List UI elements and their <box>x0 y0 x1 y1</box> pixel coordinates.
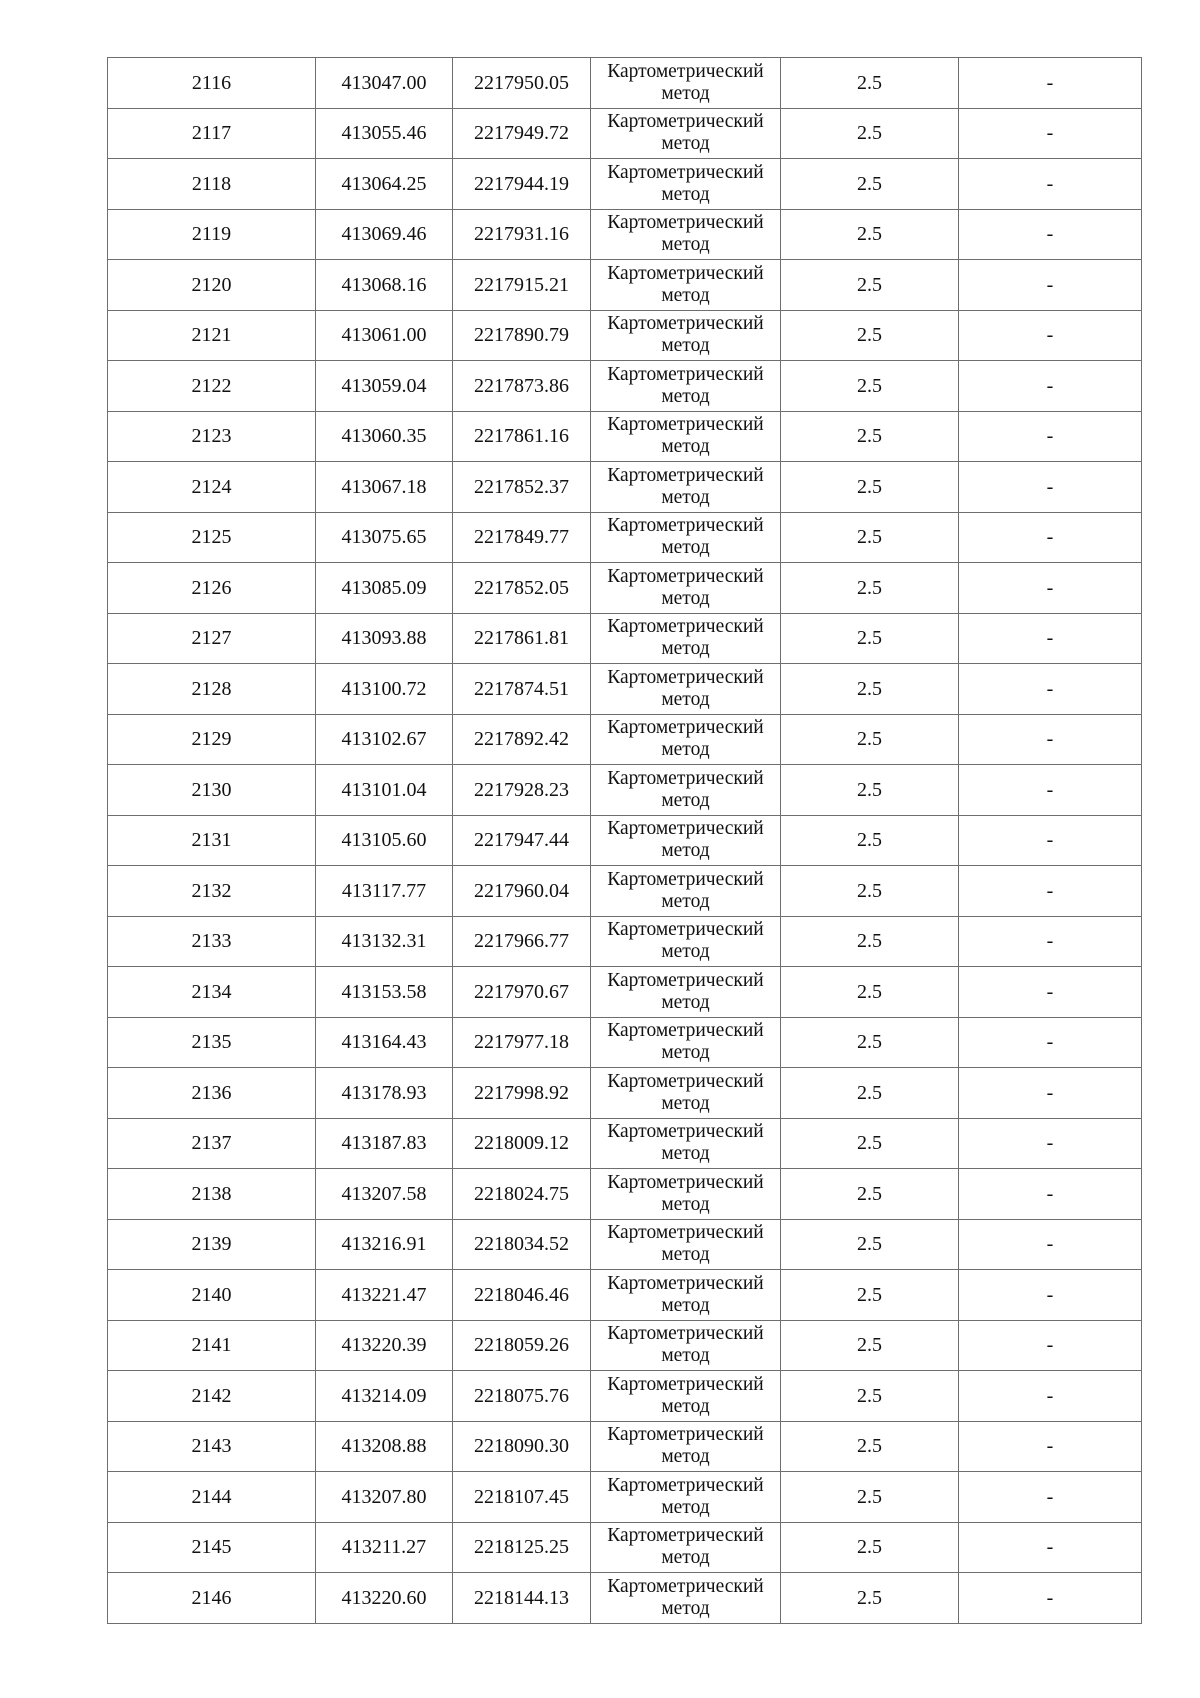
method-cell <box>591 1068 781 1119</box>
y-coordinate-cell: 2218090.30 <box>453 1421 591 1472</box>
table-row <box>108 1118 1142 1169</box>
note-cell: - <box>959 714 1142 765</box>
note-cell: - <box>959 563 1142 614</box>
x-coordinate-cell: 413101.04 <box>316 765 453 816</box>
method-text-line1: Картометрический <box>607 111 764 133</box>
note-cell: - <box>959 361 1142 412</box>
method-cell <box>591 1169 781 1220</box>
note-cell: - <box>959 159 1142 210</box>
note-cell: - <box>959 411 1142 462</box>
table-row <box>108 1068 1142 1119</box>
y-coordinate-cell: 2218009.12 <box>453 1118 591 1169</box>
method-text-line1: Картометрический <box>607 818 764 840</box>
x-coordinate-cell: 413068.16 <box>316 260 453 311</box>
accuracy-cell: 2.5 <box>781 58 959 109</box>
method-cell <box>591 411 781 462</box>
method-text-line1: Картометрический <box>607 717 764 739</box>
table-row <box>108 664 1142 715</box>
accuracy-cell: 2.5 <box>781 361 959 412</box>
method-cell <box>591 512 781 563</box>
table-row <box>108 1270 1142 1321</box>
point-number-cell: 2120 <box>108 260 316 311</box>
point-number-cell: 2132 <box>108 866 316 917</box>
note-cell: - <box>959 1421 1142 1472</box>
table-row <box>108 765 1142 816</box>
accuracy-cell: 2.5 <box>781 613 959 664</box>
method-text-line2: метод <box>661 1042 710 1064</box>
method-text-line1: Картометрический <box>607 1070 764 1092</box>
x-coordinate-cell: 413075.65 <box>316 512 453 563</box>
point-number-cell: 2129 <box>108 714 316 765</box>
table-row <box>108 714 1142 765</box>
table-row <box>108 967 1142 1018</box>
method-cell <box>591 815 781 866</box>
method-cell <box>591 916 781 967</box>
note-cell: - <box>959 765 1142 816</box>
method-text-line1: Картометрический <box>607 616 764 638</box>
note-cell: - <box>959 58 1142 109</box>
method-cell <box>591 1573 781 1624</box>
table-row <box>108 563 1142 614</box>
x-coordinate-cell: 413187.83 <box>316 1118 453 1169</box>
y-coordinate-cell: 2217970.67 <box>453 967 591 1018</box>
coordinates-table <box>107 57 1142 1624</box>
method-cell <box>591 613 781 664</box>
note-cell: - <box>959 815 1142 866</box>
table-row <box>108 1371 1142 1422</box>
x-coordinate-cell: 413064.25 <box>316 159 453 210</box>
method-text-line1: Картометрический <box>607 464 764 486</box>
table-row <box>108 209 1142 260</box>
method-text-line2: метод <box>661 1244 710 1266</box>
accuracy-cell: 2.5 <box>781 1472 959 1523</box>
x-coordinate-cell: 413102.67 <box>316 714 453 765</box>
x-coordinate-cell: 413047.00 <box>316 58 453 109</box>
note-cell: - <box>959 1118 1142 1169</box>
y-coordinate-cell: 2217944.19 <box>453 159 591 210</box>
method-text-line1: Картометрический <box>607 919 764 941</box>
table-row <box>108 159 1142 210</box>
table-row <box>108 1522 1142 1573</box>
method-text-line1: Картометрический <box>607 1474 764 1496</box>
accuracy-cell: 2.5 <box>781 108 959 159</box>
note-cell: - <box>959 1068 1142 1119</box>
table-row <box>108 512 1142 563</box>
method-text-line2: метод <box>661 385 710 407</box>
accuracy-cell: 2.5 <box>781 967 959 1018</box>
y-coordinate-cell: 2217977.18 <box>453 1017 591 1068</box>
method-text-line2: метод <box>661 1294 710 1316</box>
note-cell: - <box>959 1371 1142 1422</box>
method-text-line1: Картометрический <box>607 262 764 284</box>
point-number-cell: 2127 <box>108 613 316 664</box>
method-text-line1: Картометрический <box>607 1525 764 1547</box>
y-coordinate-cell: 2217873.86 <box>453 361 591 412</box>
y-coordinate-cell: 2217928.23 <box>453 765 591 816</box>
accuracy-cell: 2.5 <box>781 310 959 361</box>
method-text-line2: метод <box>661 941 710 963</box>
method-text-line1: Картометрический <box>607 515 764 537</box>
point-number-cell: 2125 <box>108 512 316 563</box>
method-cell <box>591 866 781 917</box>
accuracy-cell: 2.5 <box>781 260 959 311</box>
point-number-cell: 2145 <box>108 1522 316 1573</box>
x-coordinate-cell: 413093.88 <box>316 613 453 664</box>
method-text-line1: Картометрический <box>607 363 764 385</box>
x-coordinate-cell: 413164.43 <box>316 1017 453 1068</box>
y-coordinate-cell: 2217966.77 <box>453 916 591 967</box>
method-text-line1: Картометрический <box>607 161 764 183</box>
method-text-line2: метод <box>661 991 710 1013</box>
y-coordinate-cell: 2217998.92 <box>453 1068 591 1119</box>
note-cell: - <box>959 462 1142 513</box>
accuracy-cell: 2.5 <box>781 1169 959 1220</box>
method-cell <box>591 361 781 412</box>
y-coordinate-cell: 2217852.05 <box>453 563 591 614</box>
note-cell: - <box>959 967 1142 1018</box>
x-coordinate-cell: 413105.60 <box>316 815 453 866</box>
method-text-line1: Картометрический <box>607 1575 764 1597</box>
y-coordinate-cell: 2217960.04 <box>453 866 591 917</box>
table-row <box>108 411 1142 462</box>
point-number-cell: 2140 <box>108 1270 316 1321</box>
method-text-line2: метод <box>661 234 710 256</box>
method-text-line1: Картометрический <box>607 212 764 234</box>
method-text-line2: метод <box>661 840 710 862</box>
x-coordinate-cell: 413220.60 <box>316 1573 453 1624</box>
table-row <box>108 310 1142 361</box>
point-number-cell: 2121 <box>108 310 316 361</box>
method-text-line1: Картометрический <box>607 60 764 82</box>
point-number-cell: 2119 <box>108 209 316 260</box>
point-number-cell: 2142 <box>108 1371 316 1422</box>
method-cell <box>591 260 781 311</box>
accuracy-cell: 2.5 <box>781 866 959 917</box>
y-coordinate-cell: 2217874.51 <box>453 664 591 715</box>
method-text-line1: Картометрический <box>607 868 764 890</box>
method-cell <box>591 563 781 614</box>
method-text-line2: метод <box>661 284 710 306</box>
method-cell <box>591 159 781 210</box>
x-coordinate-cell: 413132.31 <box>316 916 453 967</box>
note-cell: - <box>959 260 1142 311</box>
method-text-line2: метод <box>661 486 710 508</box>
table-row <box>108 1219 1142 1270</box>
table-row <box>108 1169 1142 1220</box>
accuracy-cell: 2.5 <box>781 1270 959 1321</box>
table-row <box>108 1472 1142 1523</box>
point-number-cell: 2126 <box>108 563 316 614</box>
y-coordinate-cell: 2218059.26 <box>453 1320 591 1371</box>
method-text-line1: Картометрический <box>607 767 764 789</box>
point-number-cell: 2122 <box>108 361 316 412</box>
method-text-line2: метод <box>661 537 710 559</box>
method-cell <box>591 1371 781 1422</box>
table-body <box>108 58 1142 1624</box>
method-cell <box>591 1118 781 1169</box>
method-text-line1: Картометрический <box>607 1171 764 1193</box>
method-text-line1: Картометрический <box>607 1323 764 1345</box>
point-number-cell: 2146 <box>108 1573 316 1624</box>
y-coordinate-cell: 2217849.77 <box>453 512 591 563</box>
method-cell <box>591 310 781 361</box>
accuracy-cell: 2.5 <box>781 1320 959 1371</box>
method-cell <box>591 1472 781 1523</box>
method-text-line2: метод <box>661 183 710 205</box>
table-row <box>108 108 1142 159</box>
accuracy-cell: 2.5 <box>781 916 959 967</box>
y-coordinate-cell: 2217949.72 <box>453 108 591 159</box>
y-coordinate-cell: 2218046.46 <box>453 1270 591 1321</box>
point-number-cell: 2124 <box>108 462 316 513</box>
method-text-line1: Картометрический <box>607 1373 764 1395</box>
method-cell <box>591 1522 781 1573</box>
accuracy-cell: 2.5 <box>781 563 959 614</box>
table-row <box>108 361 1142 412</box>
y-coordinate-cell: 2218075.76 <box>453 1371 591 1422</box>
y-coordinate-cell: 2217947.44 <box>453 815 591 866</box>
note-cell: - <box>959 613 1142 664</box>
x-coordinate-cell: 413067.18 <box>316 462 453 513</box>
accuracy-cell: 2.5 <box>781 714 959 765</box>
y-coordinate-cell: 2217950.05 <box>453 58 591 109</box>
point-number-cell: 2134 <box>108 967 316 1018</box>
accuracy-cell: 2.5 <box>781 159 959 210</box>
y-coordinate-cell: 2217931.16 <box>453 209 591 260</box>
method-text-line2: метод <box>661 1395 710 1417</box>
x-coordinate-cell: 413220.39 <box>316 1320 453 1371</box>
note-cell: - <box>959 1522 1142 1573</box>
method-text-line1: Картометрический <box>607 1222 764 1244</box>
note-cell: - <box>959 664 1142 715</box>
y-coordinate-cell: 2217861.16 <box>453 411 591 462</box>
method-cell <box>591 1421 781 1472</box>
x-coordinate-cell: 413117.77 <box>316 866 453 917</box>
method-text-line1: Картометрический <box>607 969 764 991</box>
x-coordinate-cell: 413069.46 <box>316 209 453 260</box>
method-cell <box>591 462 781 513</box>
point-number-cell: 2144 <box>108 1472 316 1523</box>
method-text-line2: метод <box>661 436 710 458</box>
point-number-cell: 2138 <box>108 1169 316 1220</box>
method-cell <box>591 967 781 1018</box>
accuracy-cell: 2.5 <box>781 1371 959 1422</box>
method-text-line2: метод <box>661 1345 710 1367</box>
note-cell: - <box>959 209 1142 260</box>
x-coordinate-cell: 413207.58 <box>316 1169 453 1220</box>
point-number-cell: 2116 <box>108 58 316 109</box>
method-text-line2: метод <box>661 82 710 104</box>
note-cell: - <box>959 1573 1142 1624</box>
method-cell <box>591 1270 781 1321</box>
x-coordinate-cell: 413153.58 <box>316 967 453 1018</box>
y-coordinate-cell: 2217892.42 <box>453 714 591 765</box>
y-coordinate-cell: 2218024.75 <box>453 1169 591 1220</box>
table-row <box>108 815 1142 866</box>
note-cell: - <box>959 1219 1142 1270</box>
note-cell: - <box>959 108 1142 159</box>
method-cell <box>591 209 781 260</box>
note-cell: - <box>959 310 1142 361</box>
accuracy-cell: 2.5 <box>781 1421 959 1472</box>
table-row <box>108 1320 1142 1371</box>
point-number-cell: 2130 <box>108 765 316 816</box>
method-text-line2: метод <box>661 890 710 912</box>
y-coordinate-cell: 2218034.52 <box>453 1219 591 1270</box>
method-text-line2: метод <box>661 335 710 357</box>
point-number-cell: 2128 <box>108 664 316 715</box>
y-coordinate-cell: 2218107.45 <box>453 1472 591 1523</box>
table-row <box>108 866 1142 917</box>
y-coordinate-cell: 2218144.13 <box>453 1573 591 1624</box>
method-text-line1: Картометрический <box>607 1020 764 1042</box>
y-coordinate-cell: 2217852.37 <box>453 462 591 513</box>
method-cell <box>591 58 781 109</box>
table-row <box>108 1421 1142 1472</box>
table-row <box>108 58 1142 109</box>
note-cell: - <box>959 512 1142 563</box>
method-text-line2: метод <box>661 1193 710 1215</box>
x-coordinate-cell: 413100.72 <box>316 664 453 715</box>
method-text-line2: метод <box>661 1496 710 1518</box>
method-text-line2: метод <box>661 1092 710 1114</box>
table-row <box>108 462 1142 513</box>
method-text-line1: Картометрический <box>607 1272 764 1294</box>
accuracy-cell: 2.5 <box>781 815 959 866</box>
method-text-line1: Картометрический <box>607 565 764 587</box>
point-number-cell: 2139 <box>108 1219 316 1270</box>
accuracy-cell: 2.5 <box>781 411 959 462</box>
point-number-cell: 2118 <box>108 159 316 210</box>
method-text-line2: метод <box>661 739 710 761</box>
accuracy-cell: 2.5 <box>781 462 959 513</box>
point-number-cell: 2131 <box>108 815 316 866</box>
table-row <box>108 613 1142 664</box>
point-number-cell: 2143 <box>108 1421 316 1472</box>
y-coordinate-cell: 2217890.79 <box>453 310 591 361</box>
method-text-line2: метод <box>661 1597 710 1619</box>
method-text-line2: метод <box>661 1446 710 1468</box>
x-coordinate-cell: 413214.09 <box>316 1371 453 1422</box>
accuracy-cell: 2.5 <box>781 209 959 260</box>
accuracy-cell: 2.5 <box>781 1522 959 1573</box>
point-number-cell: 2133 <box>108 916 316 967</box>
method-text-line1: Картометрический <box>607 1424 764 1446</box>
point-number-cell: 2141 <box>108 1320 316 1371</box>
point-number-cell: 2136 <box>108 1068 316 1119</box>
x-coordinate-cell: 413061.00 <box>316 310 453 361</box>
point-number-cell: 2135 <box>108 1017 316 1068</box>
x-coordinate-cell: 413059.04 <box>316 361 453 412</box>
x-coordinate-cell: 413211.27 <box>316 1522 453 1573</box>
method-text-line1: Картометрический <box>607 313 764 335</box>
method-text-line2: метод <box>661 587 710 609</box>
y-coordinate-cell: 2217915.21 <box>453 260 591 311</box>
method-text-line2: метод <box>661 688 710 710</box>
point-number-cell: 2117 <box>108 108 316 159</box>
accuracy-cell: 2.5 <box>781 1219 959 1270</box>
note-cell: - <box>959 1169 1142 1220</box>
accuracy-cell: 2.5 <box>781 1118 959 1169</box>
method-text-line2: метод <box>661 789 710 811</box>
x-coordinate-cell: 413085.09 <box>316 563 453 614</box>
y-coordinate-cell: 2218125.25 <box>453 1522 591 1573</box>
note-cell: - <box>959 866 1142 917</box>
point-number-cell: 2137 <box>108 1118 316 1169</box>
note-cell: - <box>959 1270 1142 1321</box>
method-text-line2: метод <box>661 1547 710 1569</box>
x-coordinate-cell: 413221.47 <box>316 1270 453 1321</box>
table-row <box>108 260 1142 311</box>
point-number-cell: 2123 <box>108 411 316 462</box>
table-row <box>108 916 1142 967</box>
method-text-line1: Картометрический <box>607 666 764 688</box>
method-cell <box>591 1017 781 1068</box>
method-cell <box>591 1219 781 1270</box>
method-cell <box>591 664 781 715</box>
accuracy-cell: 2.5 <box>781 664 959 715</box>
method-cell <box>591 1320 781 1371</box>
method-text-line1: Картометрический <box>607 414 764 436</box>
accuracy-cell: 2.5 <box>781 512 959 563</box>
x-coordinate-cell: 413216.91 <box>316 1219 453 1270</box>
accuracy-cell: 2.5 <box>781 1573 959 1624</box>
accuracy-cell: 2.5 <box>781 765 959 816</box>
x-coordinate-cell: 413055.46 <box>316 108 453 159</box>
method-cell <box>591 714 781 765</box>
table-row <box>108 1573 1142 1624</box>
note-cell: - <box>959 1017 1142 1068</box>
note-cell: - <box>959 916 1142 967</box>
table-row <box>108 1017 1142 1068</box>
note-cell: - <box>959 1320 1142 1371</box>
method-text-line2: метод <box>661 133 710 155</box>
note-cell: - <box>959 1472 1142 1523</box>
method-text-line2: метод <box>661 638 710 660</box>
x-coordinate-cell: 413178.93 <box>316 1068 453 1119</box>
method-cell <box>591 108 781 159</box>
method-text-line2: метод <box>661 1143 710 1165</box>
x-coordinate-cell: 413207.80 <box>316 1472 453 1523</box>
x-coordinate-cell: 413060.35 <box>316 411 453 462</box>
method-text-line1: Картометрический <box>607 1121 764 1143</box>
method-cell <box>591 765 781 816</box>
x-coordinate-cell: 413208.88 <box>316 1421 453 1472</box>
accuracy-cell: 2.5 <box>781 1017 959 1068</box>
y-coordinate-cell: 2217861.81 <box>453 613 591 664</box>
accuracy-cell: 2.5 <box>781 1068 959 1119</box>
